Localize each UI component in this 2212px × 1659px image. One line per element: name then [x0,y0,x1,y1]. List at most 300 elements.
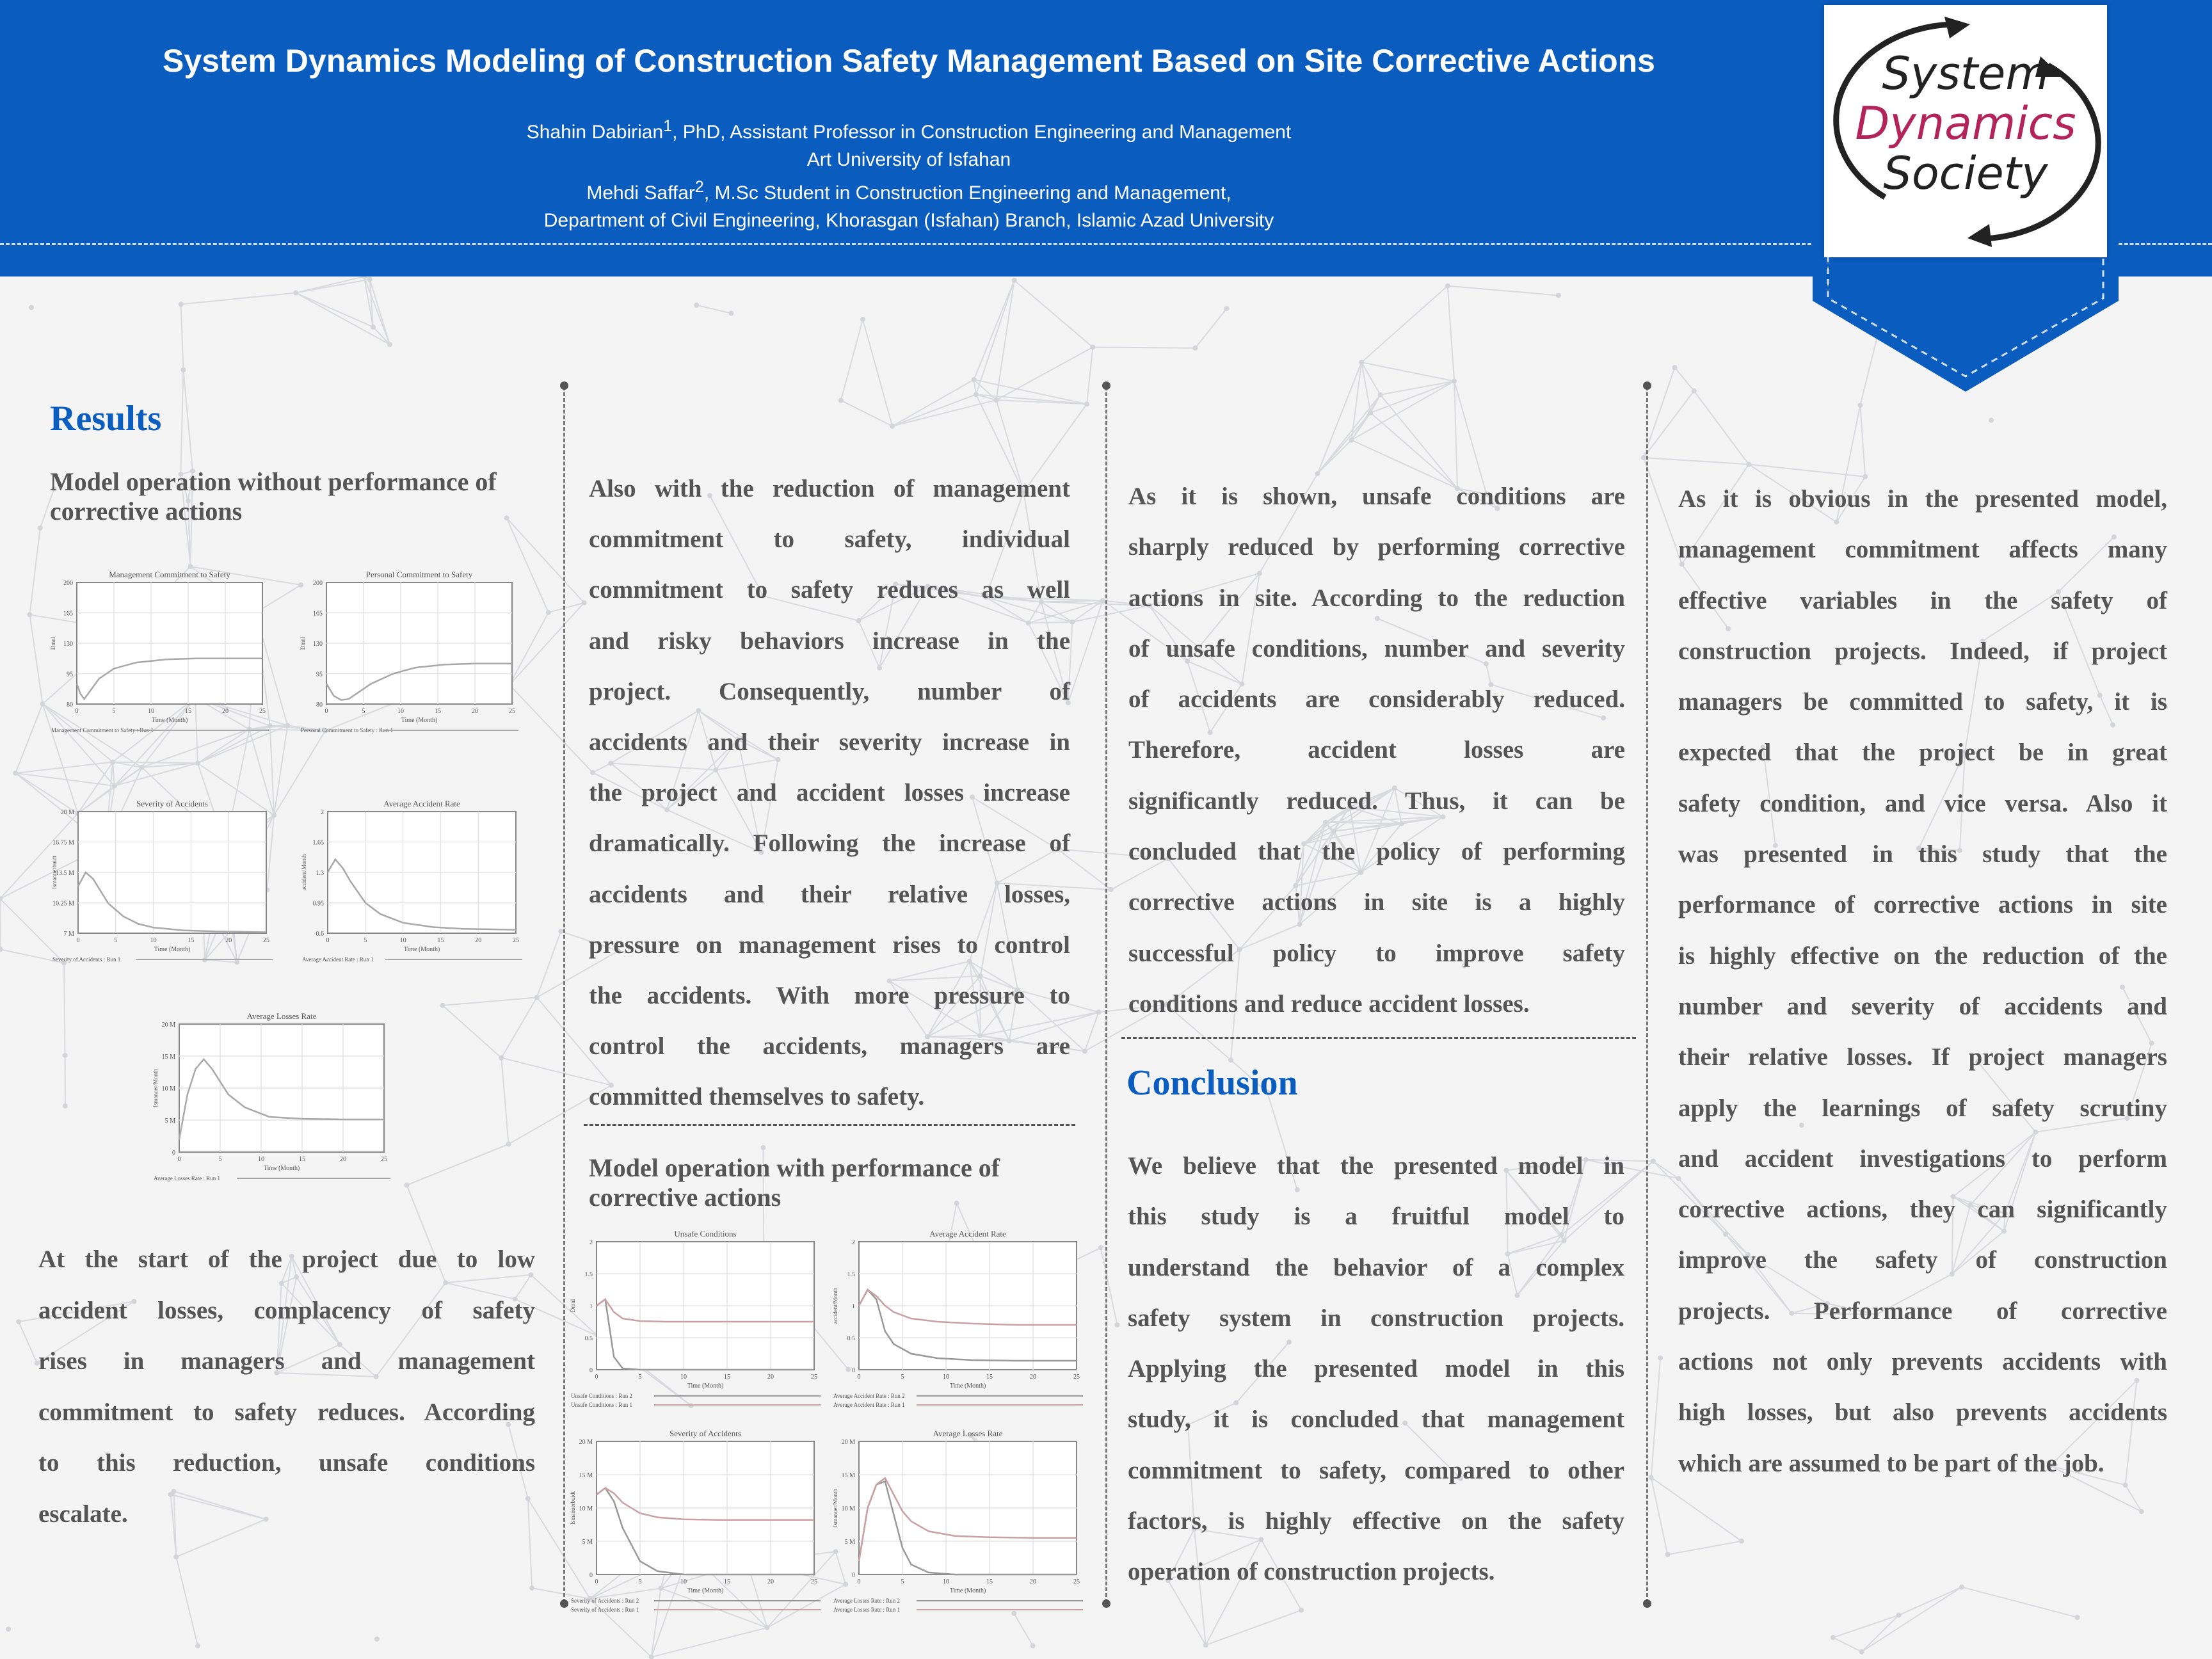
network-line [29,528,40,614]
network-node [1359,360,1364,365]
x-tick-label: 15 [435,708,441,715]
y-tick-label: 165 [313,610,323,618]
x-tick-label: 10 [399,937,406,944]
x-tick-label: 25 [513,937,519,944]
chart-severity-of-accidents [45,791,301,964]
x-tick-label: 10 [148,708,154,715]
x-tick-label: 0 [75,708,79,715]
x-axis-label: Time (Month) [949,1587,986,1594]
x-tick-label: 10 [943,1578,949,1585]
network-line [974,380,1087,404]
network-node [1896,1613,1902,1618]
y-tick-label: 1.65 [312,839,324,847]
network-node [405,1183,410,1188]
commitment-paragraph: Also with the reduction of management commitment to safety, individual commitment to safety reduces as well and risky behaviors increase in the project. Consequently, number of accidents and their severity increase in the project and accident losses increase dramatically. Following the increase of accidents and their relative losses, pressure on management rises to control the accidents. With more pressure to control the accidents, managers are committed themselves to safety. [589,475,1070,1111]
y-tick-label: 15 M [841,1472,855,1479]
x-tick-label: 10 [943,1374,949,1381]
network-node [1349,438,1354,443]
section-divider [584,1124,1075,1126]
y-tick-label: 13.5 M [56,870,74,877]
network-line [176,1557,198,1646]
y-axis-label: Ismanuer/Month [152,1069,159,1107]
legend-label: Management Commitment to Safety : Run 1 [51,727,154,733]
network-node [582,600,587,605]
y-tick-label: 80 [67,701,73,709]
network-line [863,319,892,426]
chart-title: Severity of Accidents [136,799,208,808]
network-node [180,367,186,373]
network-node [1452,379,1457,384]
x-tick-label: 5 [112,708,116,715]
y-tick-label: 165 [63,610,73,618]
network-line [1667,1541,1742,1555]
column-divider [1105,387,1107,1603]
x-tick-label: 10 [680,1578,687,1585]
y-tick-label: 5 M [582,1539,593,1546]
network-line [181,304,184,369]
network-node [1012,278,1017,283]
legend-label: Average Losses Rate : Run 1 [154,1175,221,1182]
chart-management-commitment [45,563,301,733]
y-axis-label: accident/Month [832,1287,838,1324]
author-line: Mehdi Saffar$^2$, M.Sc Student in Construction Engineering and Management, [586,178,1231,204]
x-tick-label: 20 [472,708,478,715]
network-line [996,280,1014,400]
network-line [1644,458,1749,464]
network-node [293,291,298,296]
legend-label: Severity of Accidents : Run 1 [571,1607,639,1613]
x-tick-label: 5 [364,937,367,944]
network-node [29,305,34,310]
network-node [1114,1322,1119,1327]
y-tick-label: 1.5 [584,1271,593,1278]
y-tick-label: 130 [313,641,323,648]
x-tick-label: 15 [724,1374,730,1381]
network-node [1692,389,1697,394]
legend-label: Average Losses Rate : Run 1 [833,1607,901,1613]
y-tick-label: 200 [313,580,323,587]
y-axis-label: Dmnl [570,1299,576,1313]
results-paragraph: At the start of the project due to low accident losses, complacency of safety rises in managers and management commitment to safety reduces. According to this reduction, unsafe conditions escalate. [38,1246,535,1528]
banner-divider [2119,243,2212,245]
network-node [1556,293,1561,298]
y-tick-label: 1 [589,1303,593,1310]
network-line [976,280,1014,394]
y-tick-label: 2 [852,1239,855,1246]
network-node [440,1003,445,1008]
network-line [1962,1587,2078,1617]
y-axis-label: Dmnl [300,636,306,650]
network-node [1378,392,1383,397]
network-node [1084,401,1089,406]
network-line [1101,1247,1118,1325]
network-node [1665,1552,1670,1557]
section-divider [1121,1037,1636,1039]
y-axis-label: Dmnl [50,636,56,650]
network-line [501,1058,508,1144]
network-line [1694,391,1749,465]
y-tick-label: 95 [67,671,73,678]
y-tick-label: 2 [589,1239,593,1246]
network-line [29,614,42,703]
network-node [27,612,32,617]
y-tick-label: 10 M [841,1505,855,1512]
network-node [387,342,392,347]
x-tick-label: 20 [225,937,232,944]
network-line [364,276,390,344]
network-node [506,1142,511,1147]
network-line [1644,391,1694,458]
legend-label: Average Accident Rate : Run 2 [833,1393,905,1399]
network-line [1651,1358,1660,1478]
network-node [761,1145,766,1150]
legend-label: Severity of Accidents : Run 2 [571,1598,639,1604]
network-node [140,765,145,770]
network-node [367,276,373,282]
column-divider [563,387,565,1603]
y-tick-label: 0 [852,1572,855,1579]
network-node [1672,365,1678,370]
x-tick-label: 0 [76,937,80,944]
network-node [6,1626,11,1631]
network-node [179,301,184,307]
network-line [113,762,198,764]
x-tick-label: 15 [437,937,444,944]
chart-average-losses-rate [141,1002,422,1182]
x-tick-label: 25 [811,1374,817,1381]
network-node [1224,306,1230,311]
network-node [1096,1009,1101,1014]
network-line [1068,600,1103,703]
network-node [173,1555,179,1560]
network-line [183,370,193,471]
y-tick-label: 10 M [161,1086,175,1093]
network-line [443,1006,502,1058]
network-node [1070,620,1075,625]
y-axis-label: Ismanuerbuidt [570,1491,576,1525]
network-node [890,424,895,429]
network-line [1448,286,1559,296]
y-tick-label: 95 [316,671,323,678]
network-line [1014,1614,1032,1646]
network-node [16,1319,21,1324]
y-tick-label: 20 M [60,809,74,816]
y-tick-label: 5 M [844,1539,855,1546]
x-tick-label: 20 [1030,1374,1036,1381]
y-tick-label: 1.3 [316,870,324,877]
x-tick-label: 5 [218,1156,222,1163]
y-tick-label: 15 M [161,1054,175,1061]
network-node [195,1644,200,1649]
y-tick-label: 2 [321,809,324,816]
author-block [384,113,1434,234]
network-node [1641,455,1646,460]
y-tick-label: 80 [316,701,323,709]
corrective-actions-paragraph: As it is shown, unsafe conditions are sharply reduced by performing corrective actions in site. According to the reduction of unsafe conditions, number and severity of accidents are considerably reduced. Therefore, accident losses are significantly reduced. Thus, it can be concluded that the policy of performing corrective actions in site is a highly successful policy to improve safety conditions and reduce accident losses. [1128,483,1625,1018]
network-node [1090,345,1095,350]
legend-label: Unsafe Conditions : Run 1 [571,1402,632,1408]
network-node [1857,403,1863,408]
network-line [501,997,536,1057]
x-tick-label: 25 [509,708,515,715]
network-line [1195,309,1226,348]
author-line: Art University of Isfahan [806,149,1011,170]
y-tick-label: 0 [852,1367,855,1374]
y-tick-label: 0.6 [316,931,324,938]
network-line [181,293,296,305]
x-tick-label: 20 [767,1374,774,1381]
network-node [2075,1615,2080,1620]
network-node [1859,1649,1864,1655]
x-tick-label: 5 [362,708,365,715]
network-line [1448,286,1454,381]
network-node [1203,1642,1208,1647]
chart-title: Average Losses Rate [246,1011,317,1021]
x-tick-label: 0 [857,1374,861,1381]
y-tick-label: 20 M [841,1439,855,1446]
network-line [113,762,115,786]
network-node [1658,1356,1663,1361]
network-line [1206,1610,1301,1645]
x-tick-label: 15 [188,937,195,944]
y-axis-label: accident/Month [301,854,307,891]
x-tick-label: 25 [263,937,269,944]
x-tick-label: 15 [299,1156,305,1163]
network-node [1445,284,1450,289]
network-node [529,1585,534,1591]
network-node [1746,461,1751,467]
x-tick-label: 10 [680,1374,687,1381]
x-tick-label: 5 [114,937,118,944]
network-node [993,397,998,403]
x-tick-label: 25 [259,708,266,715]
x-tick-label: 0 [177,1156,181,1163]
network-line [1675,367,1694,391]
network-line [1317,395,1380,474]
network-node [1192,346,1198,351]
y-tick-label: 16.75 M [52,839,74,847]
y-axis-label: Ismanuer/Month [832,1489,838,1527]
y-tick-label: 0.95 [312,900,324,908]
x-axis-label: Time (Month) [263,1165,300,1172]
network-line [180,370,183,474]
network-node [1989,418,1994,423]
network-node [38,525,43,531]
network-node [499,1055,504,1061]
network-line [892,394,976,426]
network-line [1862,1615,1899,1652]
x-tick-label: 0 [326,937,330,944]
network-node [0,947,3,952]
y-tick-label: 10.25 M [52,900,74,908]
x-axis-label: Time (Month) [687,1587,724,1594]
network-node [1228,1057,1233,1062]
network-node [374,1637,380,1642]
network-line [841,401,892,426]
y-tick-label: 5 M [164,1118,175,1125]
conclusion-heading: Conclusion [1126,1063,1298,1103]
x-tick-label: 20 [767,1578,774,1585]
network-node [110,760,115,765]
network-line [1317,413,1370,474]
x-tick-label: 25 [1073,1578,1080,1585]
network-line [1644,458,1682,564]
x-axis-label: Time (Month) [687,1382,724,1390]
network-line [1361,362,1454,381]
network-node [1098,1245,1103,1250]
y-tick-label: 0 [589,1572,593,1579]
y-tick-label: 0.5 [847,1335,855,1342]
x-tick-label: 20 [1030,1578,1036,1585]
y-tick-label: 20 M [579,1439,593,1446]
results-heading: Results [50,399,162,438]
y-tick-label: 0 [589,1367,593,1374]
x-tick-label: 10 [397,708,404,715]
network-line [1651,1477,1668,1555]
network-node [371,325,376,330]
network-line [1085,1012,1099,1051]
x-tick-label: 10 [150,937,157,944]
x-tick-label: 0 [857,1578,861,1585]
chart-average-accident-rate [294,791,550,964]
network-node [13,771,18,776]
chart-title: Management Commitment to Safety [109,570,230,579]
network-line [296,293,373,327]
x-tick-label: 20 [340,1156,346,1163]
network-line [696,305,731,314]
network-line [198,729,250,763]
x-axis-label: Time (Month) [949,1382,986,1390]
network-node [860,317,865,322]
chart-title: Unsafe Conditions [674,1229,737,1238]
x-axis-label: Time (Month) [403,946,440,953]
network-node [1082,1048,1087,1054]
network-line [64,963,65,1055]
network-node [972,377,977,382]
network-line [892,380,974,426]
network-node [838,398,844,403]
x-tick-label: 15 [986,1578,993,1585]
poster-title: System Dynamics Modeling of Construction Safety Management Based on Site Corrective Actions [163,43,1655,79]
network-node [1299,1608,1304,1613]
network-line [1899,1587,1962,1615]
x-tick-label: 0 [595,1374,598,1381]
network-node [1368,410,1373,415]
network-node [63,1103,68,1109]
x-tick-label: 25 [381,1156,387,1163]
x-axis-label: Time (Month) [154,946,191,953]
network-line [1317,440,1351,474]
x-tick-label: 5 [901,1578,904,1585]
network-node [1100,598,1105,603]
network-node [694,303,699,308]
network-line [198,726,270,763]
x-tick-label: 15 [185,708,191,715]
legend-label: Average Accident Rate : Run 1 [302,956,374,963]
society-logo-badge [1813,0,2119,392]
network-node [765,1625,770,1630]
chart-personal-commitment [294,563,550,733]
network-node [63,1053,68,1058]
column-divider [1646,387,1648,1603]
y-tick-label: 7 M [63,931,74,938]
y-tick-label: 20 M [161,1022,175,1029]
chart-title: Average Accident Rate [929,1229,1006,1238]
legend-label: Unsafe Conditions : Run 2 [571,1393,632,1399]
x-tick-label: 20 [475,937,482,944]
x-tick-label: 25 [811,1578,817,1585]
network-line [1862,1587,1962,1652]
network-node [1959,1585,1964,1590]
legend-label: Average Accident Rate : Run 1 [833,1402,905,1408]
x-tick-label: 10 [258,1156,264,1163]
y-tick-label: 15 M [579,1472,593,1479]
chart-severity-of-accidents-runs [570,1421,832,1613]
network-line [1087,348,1093,405]
network-node [112,783,117,789]
network-line [1014,280,1093,348]
legend-label: Personal Commitment to Safety : Run 1 [301,727,393,733]
network-line [1361,286,1447,362]
x-tick-label: 25 [1073,1374,1080,1381]
network-line [1833,1637,1862,1651]
x-tick-label: 15 [724,1578,730,1585]
chart-average-losses-rate-runs [832,1421,1094,1613]
network-line [1860,405,1865,477]
subsection-heading: Model operation without performance of corrective actions [50,467,497,525]
legend-label: Severity of Accidents : Run 1 [52,956,121,963]
chart-title: Personal Commitment to Safety [365,570,473,579]
x-tick-label: 20 [222,708,228,715]
subsection-heading: Model operation with performance of corrective actions [589,1153,1000,1212]
network-line [15,704,42,773]
y-tick-label: 130 [63,641,73,648]
network-line [443,997,537,1005]
network-line [19,1322,37,1363]
network-node [1109,887,1114,892]
logo-wordmark: System Dynamics Society [1855,47,2076,200]
network-node [1651,1158,1656,1164]
network-node [2139,1509,2144,1514]
network-node [195,760,200,765]
network-node [1649,1475,1654,1480]
author-line: Department of Civil Engineering, Khorasgan (Isfahan) Branch, Islamic Azad University [543,210,1274,231]
discussion-paragraph: As it is obvious in the presented model, management commitment affects many effective variables in the safety of construction projects. Indeed, if project managers be committed to safety, it is expected that the project be in great safety condition, and vice versa. Also it was presented in this study that the performance of corrective actions in site is highly effective on the reduction of the number and severity of accidents and their relative losses. If project managers apply the learnings of safety scrutiny and accident investigations to perform corrective actions, they can significantly improve the safety of construction projects. Performance of corrective actions not only prevents accidents with high losses, but also prevents accidents which are assumed to be part of the job. [1678,485,2167,1477]
banner-divider [0,243,1811,245]
legend-label: Average Losses Rate : Run 2 [833,1598,901,1604]
network-line [549,603,584,613]
y-tick-label: 10 M [579,1505,593,1512]
network-line [652,1628,767,1657]
y-tick-label: 0 [172,1150,175,1157]
chart-unsafe-conditions [570,1222,832,1408]
x-tick-label: 5 [638,1374,642,1381]
network-node [1739,1539,1744,1544]
y-tick-label: 1 [852,1303,855,1310]
x-axis-label: Time (Month) [151,717,188,724]
y-tick-label: 0.5 [584,1335,593,1342]
chart-title: Severity of Accidents [669,1429,741,1438]
x-tick-label: 5 [901,1374,904,1381]
network-line [841,319,863,401]
network-node [1831,1635,1836,1640]
network-line [974,280,1014,380]
network-node [534,995,540,1000]
y-tick-label: 1.5 [847,1271,855,1278]
chart-title: Average Losses Rate [933,1429,1003,1438]
x-tick-label: 15 [986,1374,993,1381]
author-line: Shahin Dabirian$^1$, PhD, Assistant Professor in Construction Engineering and Management [526,117,1292,143]
